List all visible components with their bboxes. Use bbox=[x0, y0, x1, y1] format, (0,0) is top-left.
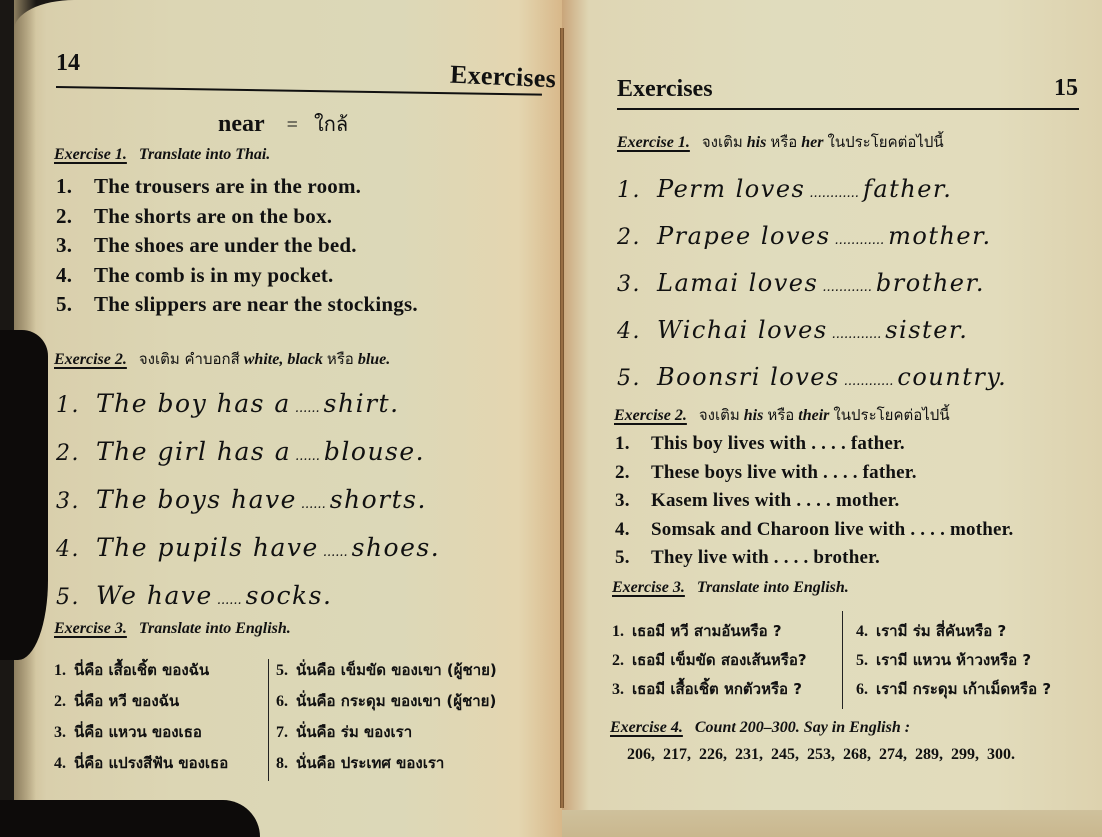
list-item: 5. เรามี แหวน ห้าวงหรือ ? bbox=[856, 651, 1032, 669]
list-item: 4. Wichai loves ............ sister. bbox=[617, 316, 969, 344]
exercise-instruction: Translate into Thai. bbox=[138, 146, 271, 163]
right-exercise2-heading: Exercise 2. จงเติม his หรือ their ในประโยคต่อไปนี้ bbox=[614, 406, 950, 424]
right-exercise1-heading: Exercise 1. จงเติม his หรือ her ในประโยคต่อไปนี้ bbox=[617, 133, 944, 151]
list-item: 5. The slippers are near the stockings. bbox=[56, 292, 418, 316]
list-item: 3. Lamai loves ............ brother. bbox=[617, 269, 985, 297]
right-exercise3-col1 bbox=[612, 617, 807, 704]
exercise-label: Exercise 2. bbox=[614, 407, 687, 424]
right-exercise3-heading bbox=[612, 579, 849, 597]
list-item: 1. Perm loves ............ father. bbox=[617, 175, 953, 203]
left-exercise2-list bbox=[56, 382, 440, 622]
list-item: 5. Boonsri loves ............ country. bbox=[617, 363, 1008, 391]
column-divider bbox=[268, 659, 269, 781]
list-item: 1. เธอมี หวี สามอันหรือ ? bbox=[612, 622, 782, 640]
list-item: 2. เธอมี เข็มขัด สองเส้นหรือ? bbox=[612, 651, 807, 669]
list-item: 4. The pupils have ...... shoes. bbox=[56, 533, 441, 562]
list-item: 7. นั่นคือ ร่ม ของเรา bbox=[276, 723, 413, 741]
bottom-shadow bbox=[0, 800, 260, 837]
list-item: 2. The girl has a ...... blouse. bbox=[56, 437, 426, 466]
left-exercise3-col2 bbox=[276, 655, 497, 779]
exercise-label: Exercise 3. bbox=[612, 579, 685, 596]
list-item: 1. The trousers are in the room. bbox=[56, 174, 362, 198]
running-head-right: Exercises bbox=[617, 76, 713, 102]
list-item: 8. นั่นคือ ประเทศ ของเรา bbox=[276, 754, 445, 772]
vocab-word: near bbox=[218, 111, 265, 137]
book-spine bbox=[560, 28, 564, 808]
list-item: 6. นั่นคือ กระดุม ของเขา (ผู้ชาย) bbox=[276, 692, 497, 710]
list-item: 3. เธอมี เสื้อเชิ้ต หกตัวหรือ ? bbox=[612, 680, 802, 698]
list-item: 3. The boys have ...... shorts. bbox=[56, 485, 427, 514]
list-item: 1. นี่คือ เสื้อเชิ้ต ของฉัน bbox=[54, 661, 210, 679]
list-item: 2. นี่คือ หวี ของฉัน bbox=[54, 692, 180, 710]
left-exercise1-list bbox=[56, 172, 418, 320]
left-exercise3-heading bbox=[54, 620, 291, 638]
list-item: 3. Kasem lives with . . . . mother. bbox=[615, 490, 900, 511]
list-item: 2. These boys live with . . . . father. bbox=[615, 461, 917, 483]
list-item: 5. They live with . . . . brother. bbox=[615, 547, 880, 568]
list-item: 4. The comb is in my pocket. bbox=[56, 262, 334, 287]
list-item: 2. The shorts are on the box. bbox=[56, 203, 333, 228]
left-exercise3-grid bbox=[54, 655, 554, 785]
right-exercise3-col2 bbox=[856, 617, 1051, 704]
list-item: 3. นี่คือ แหวน ของเธอ bbox=[54, 723, 202, 741]
list-item: 4. นี่คือ แปรงสีฟัน ของเธอ bbox=[54, 754, 229, 772]
exercise-instruction: Count 200–300. Say in English : bbox=[694, 719, 911, 736]
exercise-label: Exercise 1. bbox=[54, 146, 127, 163]
right-page-bottom-edge bbox=[562, 810, 1102, 837]
exercise-label: Exercise 1. bbox=[617, 134, 690, 151]
right-exercise1-list bbox=[617, 168, 1007, 403]
exercise-instruction: Translate into English. bbox=[696, 579, 849, 596]
count-numbers: 206, 217, 226, 231, 245, 253, 268, 274, 289, 299, 300. bbox=[627, 746, 1015, 763]
right-exercise4-heading bbox=[610, 719, 910, 737]
list-item: 2. Prapee loves ............ mother. bbox=[617, 222, 992, 250]
exercise-label: Exercise 4. bbox=[610, 719, 683, 736]
page-number-right: 15 bbox=[1054, 75, 1078, 101]
left-exercise2-heading: Exercise 2. จงเติม คำบอกสี white, black หรือ blue. bbox=[54, 350, 391, 368]
thumb-shadow bbox=[0, 330, 48, 660]
vocab-entry bbox=[218, 108, 348, 140]
list-item: 4. เรามี ร่ม สี่คันหรือ ? bbox=[856, 622, 1007, 640]
right-exercise3-grid bbox=[612, 617, 1082, 709]
header-rule-right bbox=[617, 108, 1079, 110]
left-exercise3-col1 bbox=[54, 655, 228, 779]
page-number-left: 14 bbox=[56, 50, 80, 76]
vocab-thai: ใกล้ bbox=[313, 112, 349, 136]
running-head-left: Exercises bbox=[449, 59, 557, 94]
right-exercise2-list bbox=[615, 430, 1013, 573]
list-item: 5. We have ...... socks. bbox=[56, 581, 333, 610]
list-item: 1. This boy lives with . . . . father. bbox=[615, 433, 905, 454]
list-item: 4. Somsak and Charoon live with . . . . mother. bbox=[615, 518, 1014, 540]
exercise-label: Exercise 2. bbox=[54, 351, 127, 368]
exercise-instruction: Translate into English. bbox=[138, 620, 291, 637]
exercise-label: Exercise 3. bbox=[54, 620, 127, 637]
column-divider bbox=[842, 611, 843, 709]
list-item: 3. The shoes are under the bed. bbox=[56, 233, 357, 257]
vocab-equals: = bbox=[286, 114, 298, 136]
list-item: 1. The boy has a ...... shirt. bbox=[56, 389, 400, 418]
list-item: 6. เรามี กระดุม เก้าเม็ดหรือ ? bbox=[856, 680, 1052, 698]
list-item: 5. นั่นคือ เข็มขัด ของเขา (ผู้ชาย) bbox=[276, 661, 497, 679]
left-exercise1-heading bbox=[54, 146, 270, 164]
